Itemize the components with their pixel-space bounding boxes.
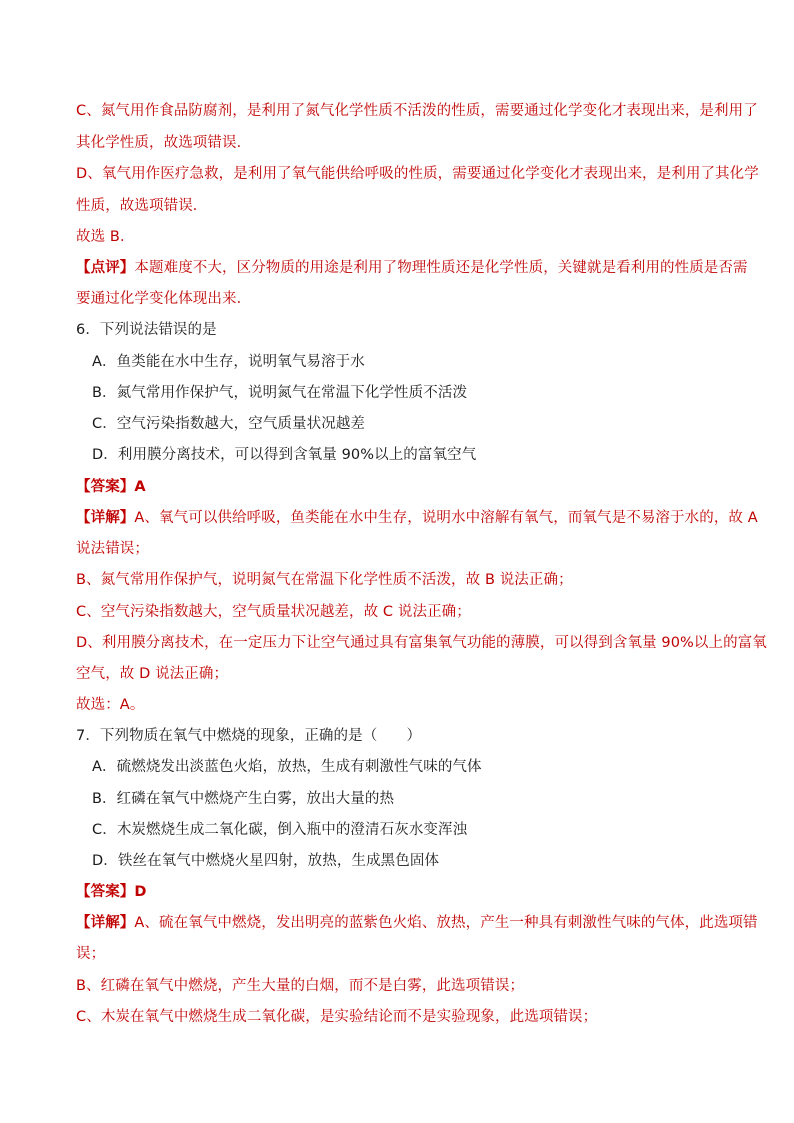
- q6-choice: 故选：A。: [76, 697, 145, 713]
- q5-choice: 故选 B．: [76, 229, 135, 245]
- q7-option-b: B．红磷在氧气中燃烧产生白雾，放出大量的热: [92, 791, 395, 807]
- q5-comment-line2: 要通过化学变化体现出来．: [76, 291, 252, 307]
- q6-option-b: B．氮气常用作保护气，说明氮气在常温下化学性质不活泼: [92, 385, 468, 401]
- q6-option-c: C．空气污染指数越大，空气质量状况越差: [92, 416, 366, 432]
- q6-detail-a-line1: [76, 508, 758, 528]
- q5-d-explanation-line1: D、氧气用作医疗急救，是利用了氧气能供给呼吸的性质，需要通过化学变化才表现出来，是利用了其化学: [76, 166, 759, 182]
- q7-question: 7．下列物质在氧气中燃烧的现象，正确的是（ ）: [76, 728, 422, 744]
- q6-detail-c: C、空气污染指数越大，空气质量状况越差，故 C 说法正确；: [76, 604, 471, 620]
- q7-option-a: A．硫燃烧发出淡蓝色火焰，放热，生成有刺激性气味的气体: [92, 759, 482, 775]
- comment-tag: 【点评】: [76, 260, 135, 276]
- q6-detail-a-line2: 说法错误；: [76, 541, 149, 557]
- q5-d-explanation-line2: 性质，故选项错误．: [76, 198, 208, 214]
- comment-text: 本题难度不大，区分物质的用途是利用了物理性质还是化学性质，关键就是看利用的性质是否需: [134, 260, 748, 276]
- q7-option-c: C．木炭燃烧生成二氧化碳，倒入瓶中的澄清石灰水变浑浊: [92, 822, 468, 838]
- answer-value: A: [134, 479, 146, 495]
- detail-tag: 【详解】: [76, 510, 135, 526]
- q7-detail-a-line1: [76, 913, 758, 933]
- q5-comment-line1: [76, 258, 748, 278]
- q7-detail-b: B、红磷在氧气中燃烧，产生大量的白烟，而不是白雾，此选项错误；: [76, 978, 525, 994]
- q6-detail-b: B、氮气常用作保护气，说明氮气在常温下化学性质不活泼，故 B 说法正确；: [76, 572, 573, 588]
- q6-question: 6．下列说法错误的是: [76, 322, 217, 338]
- answer-tag: 【答案】: [76, 479, 135, 495]
- q7-detail-c: C、木炭在氧气中燃烧生成二氧化碳，是实验结论而不是实验现象，此选项错误；: [76, 1009, 598, 1025]
- detail-text: A、硫在氧气中燃烧，发出明亮的蓝紫色火焰、放热，产生一种具有刺激性气味的气体，此选项错: [134, 915, 758, 931]
- q7-option-d: D．铁丝在氧气中燃烧火星四射，放热，生成黑色固体: [92, 853, 440, 869]
- q6-answer: [76, 477, 146, 497]
- answer-value: D: [134, 884, 147, 900]
- q6-detail-d-line1: D、利用膜分离技术，在一定压力下让空气通过具有富集氧气功能的薄膜，可以得到含氧量 90%以上的富氧: [76, 635, 767, 651]
- detail-text: A、氧气可以供给呼吸，鱼类能在水中生存，说明水中溶解有氧气，而氧气是不易溶于水的，故 A: [134, 510, 758, 526]
- q7-detail-a-line2: 误；: [76, 946, 106, 962]
- q5-c-explanation-line2: 其化学性质，故选项错误．: [76, 135, 252, 151]
- answer-tag: 【答案】: [76, 884, 135, 900]
- detail-tag: 【详解】: [76, 915, 135, 931]
- q6-detail-d-line2: 空气，故 D 说法正确；: [76, 666, 229, 682]
- q7-answer: [76, 882, 147, 902]
- q6-option-d: D．利用膜分离技术，可以得到含氧量 90%以上的富氧空气: [92, 447, 477, 463]
- q6-option-a: A．鱼类能在水中生存，说明氧气易溶于水: [92, 354, 365, 370]
- q5-c-explanation-line1: C、氮气用作食品防腐剂，是利用了氮气化学性质不活泼的性质，需要通过化学变化才表现出来，是利用了: [76, 103, 758, 119]
